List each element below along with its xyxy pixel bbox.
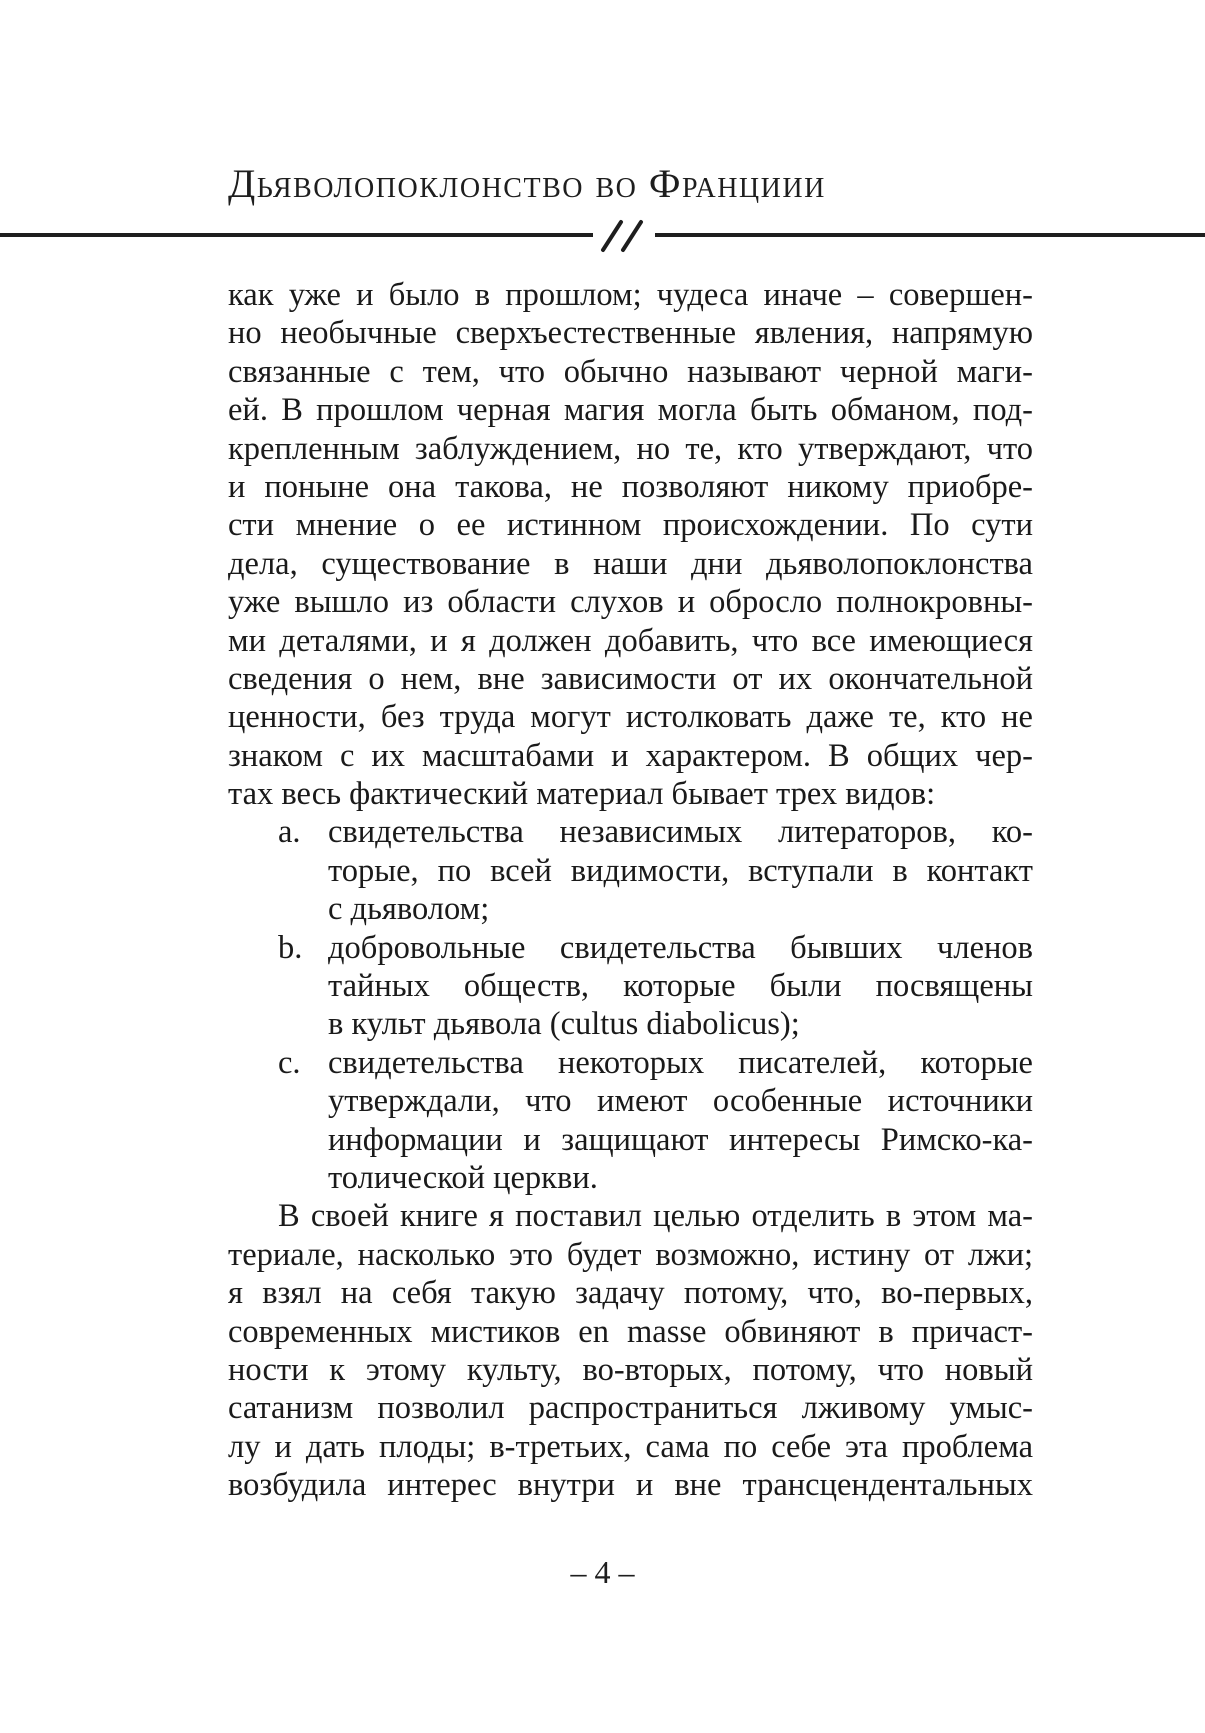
list-row xyxy=(228,1044,1033,1082)
list-row xyxy=(228,890,1033,928)
text-line: сатанизм позволил распространиться лживому умыс- xyxy=(228,1390,1033,1427)
header-rule-right xyxy=(655,233,1205,237)
text-line: дела, существование в наши дни дьяволопоклонства xyxy=(228,545,1033,582)
text-line: уже вышло из области слухов и обросло полнокровны- xyxy=(228,584,1033,621)
text-line: связанные с тем, что обычно называют черной маги- xyxy=(228,353,1033,390)
text-line: информации и защищают интересы Римско-ка- xyxy=(328,1121,1033,1158)
text-line: тайных обществ, которые были посвящены xyxy=(328,968,1033,1005)
body-text xyxy=(228,276,1033,1505)
running-head-title: Дьяволопоклонство во Франциии xyxy=(228,161,826,206)
text-line: я взял на себя такую задачу потому, что, во-первых, xyxy=(228,1275,1033,1312)
text-line: свидетельства независимых литераторов, ко- xyxy=(328,814,1033,851)
text-line: тах весь фактический материал бывает трех видов: xyxy=(228,776,936,813)
list-item-c xyxy=(228,1044,1033,1198)
text-line: добровольные свидетельства бывших членов xyxy=(328,929,1033,966)
list-row xyxy=(228,813,1033,851)
text-line: но необычные сверхъестественные явления, напрямую xyxy=(228,315,1033,352)
text-line: В своей книге я поставил целью отделить в этом ма- xyxy=(278,1198,1033,1235)
text-line: ей. В прошлом черная магия могла быть обманом, под- xyxy=(228,392,1033,429)
list-row xyxy=(228,929,1033,967)
list-row xyxy=(228,1159,1033,1197)
list-item-a xyxy=(228,813,1033,928)
header-rule-left xyxy=(0,233,593,237)
list-marker: c. xyxy=(278,1044,301,1081)
text-line: сведения о нем, вне зависимости от их окончательной xyxy=(228,660,1033,697)
double-slash-ornament xyxy=(595,216,653,256)
text-line: в культ дьявола (cultus diabolicus); xyxy=(328,1006,800,1043)
text-line: ности к этому культу, во-вторых, потому, что новый xyxy=(228,1351,1033,1388)
text-line: ценности, без труда могут истолковать даже те, кто не xyxy=(228,699,1033,736)
list-item-b xyxy=(228,929,1033,1044)
list-row xyxy=(228,852,1033,890)
text-line: знаком с их масштабами и характером. В общих чер- xyxy=(228,737,1033,774)
paragraph-2 xyxy=(228,1197,1033,1504)
text-line: ми деталями, и я должен добавить, что все имеющиеся xyxy=(228,622,1033,659)
text-line: возбудила интерес внутри и вне трансцендентальных xyxy=(228,1467,1033,1504)
text-line: и поныне она такова, не позволяют никому приобре- xyxy=(228,468,1033,505)
list-row xyxy=(228,967,1033,1005)
text-line: как уже и было в прошлом; чудеса иначе – совершен- xyxy=(228,277,1033,313)
text-line: лу и дать плоды; в-третьих, сама по себе эта проблема xyxy=(228,1428,1033,1465)
text-line: свидетельства некоторых писателей, которые xyxy=(328,1044,1033,1081)
text-line: утверждали, что имеют особенные источники xyxy=(328,1083,1033,1120)
page-number: – 4 – xyxy=(570,1554,635,1590)
text-line: крепленным заблуждением, но те, кто утверждают, что xyxy=(228,430,1033,467)
list-row xyxy=(228,1121,1033,1159)
list-row xyxy=(228,1005,1033,1043)
text-line: торые, по всей видимости, вступали в контакт xyxy=(328,852,1033,889)
text-line: с дьяволом; xyxy=(328,891,490,928)
text-line: сти мнение о ее истинном происхождении. По сути xyxy=(228,507,1033,544)
list-row xyxy=(228,1082,1033,1120)
text-line: толической церкви. xyxy=(328,1159,598,1196)
list-marker: b. xyxy=(278,929,303,966)
paragraph-1 xyxy=(228,276,1033,813)
text-line: териале, насколько это будет возможно, истину от лжи; xyxy=(228,1236,1033,1273)
list-marker: a. xyxy=(278,814,301,851)
text-line: современных мистиков en masse обвиняют в причаст- xyxy=(228,1313,1033,1350)
